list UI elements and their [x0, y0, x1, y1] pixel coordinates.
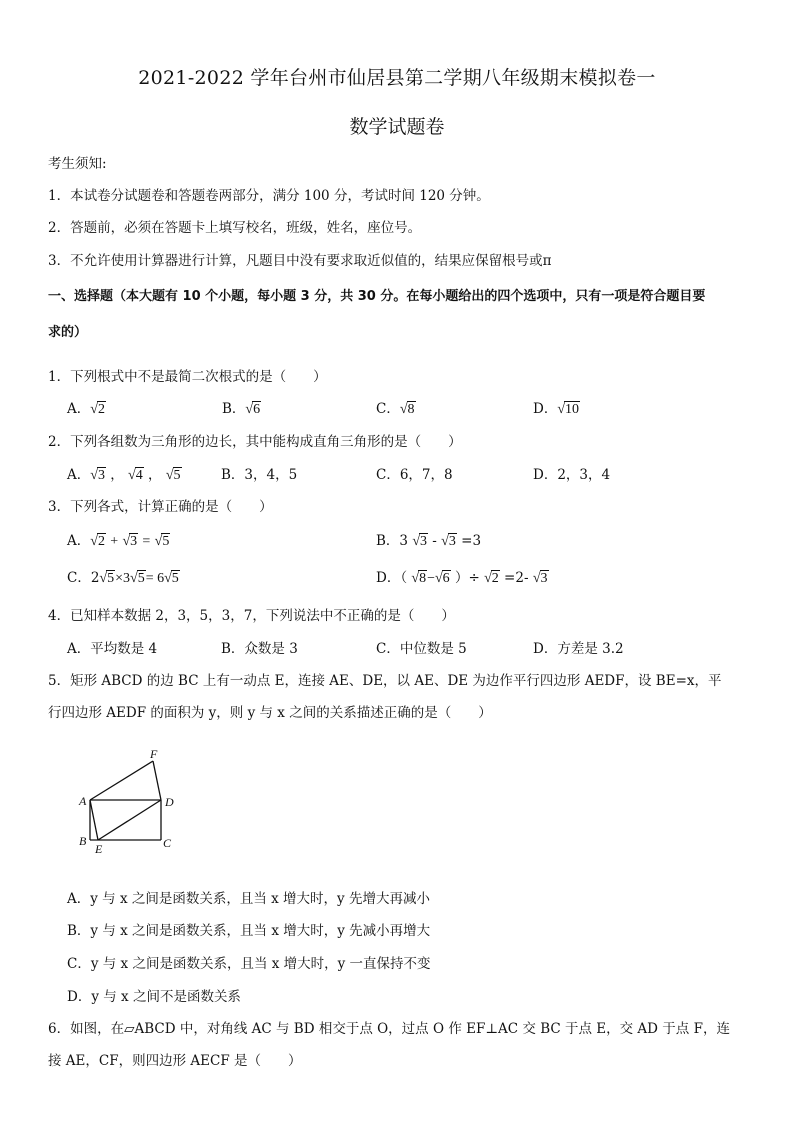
- q5-option-d: D．y 与 x 之间不是函数关系: [67, 989, 241, 1005]
- q1-stem: 1．下列根式中不是最简二次根式的是（ ）: [48, 369, 327, 385]
- option-label: A．: [67, 401, 91, 417]
- radical: √8: [411, 571, 427, 586]
- q4-option-d: D．方差是 3.2: [533, 641, 624, 657]
- q4-option-c: C．中位数是 5: [376, 641, 467, 657]
- radical: √3: [122, 534, 138, 549]
- q5-option-b: B．y 与 x 之间是函数关系，且当 x 增大时，y 先减小再增大: [67, 923, 431, 939]
- label-B: B: [79, 834, 87, 848]
- q1-option-d: [533, 397, 580, 418]
- q2-option-d: D．2，3，4: [533, 467, 611, 483]
- q5-stem-line1: 5．矩形 ABCD 的边 BC 上有一动点 E，连接 AE、DE，以 AE、DE 为边作平行四边形 AEDF，设 BE=x，平: [48, 673, 722, 689]
- notice-heading: 考生须知:: [48, 156, 107, 172]
- label-E: E: [95, 842, 103, 856]
- segment-AF: [90, 761, 153, 800]
- q1-option-b: [222, 397, 261, 418]
- q2-option-a: [67, 463, 182, 484]
- q2-option-c: C．6，7，8: [376, 467, 453, 483]
- radical: √5: [130, 571, 145, 586]
- option-label: B．3: [376, 533, 409, 549]
- q3-option-d: [376, 566, 549, 587]
- radical: √6: [434, 571, 450, 586]
- q6-stem-line1: 6．如图，在▱ABCD 中，对角线 AC 与 BD 相交于点 O，过点 O 作 EF⊥AC 交 BC 于点 E，交 AD 于点 F，连: [48, 1021, 730, 1037]
- segment-AE: [90, 800, 98, 840]
- label-D: D: [165, 795, 174, 809]
- q3-option-b: [376, 529, 481, 550]
- radical: √8: [399, 402, 415, 417]
- operator: ）÷: [454, 570, 480, 586]
- operator: ×3: [115, 571, 131, 586]
- segment-DE: [98, 800, 161, 840]
- label-A: A: [79, 794, 87, 808]
- result: =3: [461, 533, 482, 549]
- operator: -: [432, 533, 437, 549]
- radical: √2: [90, 534, 105, 549]
- radical: √3: [90, 468, 105, 483]
- radical: √4: [128, 468, 143, 483]
- radical: √5: [99, 571, 115, 586]
- option-label: D．（: [376, 570, 408, 586]
- option-label: C．2: [67, 570, 100, 586]
- page-subtitle: 数学试题卷: [349, 116, 445, 138]
- option-label: C．: [376, 401, 400, 417]
- operator: = 6: [145, 571, 165, 586]
- q1-option-a: [67, 397, 106, 418]
- notice-item-2: 2．答题前，必须在答题卡上填写校名，班级，姓名，座位号。: [48, 220, 422, 236]
- radical: √2: [90, 402, 105, 417]
- radical: √5: [154, 534, 170, 549]
- q4-option-b: B．众数是 3: [221, 641, 298, 657]
- radical: √3: [532, 571, 548, 586]
- separator: ，: [148, 467, 162, 483]
- q5-option-a: A．y 与 x 之间是函数关系，且当 x 增大时，y 先增大再减小: [67, 891, 430, 907]
- q4-stem: 4．已知样本数据 2，3，5，3，7，下列说法中不正确的是（ ）: [48, 608, 455, 624]
- option-label: A．: [67, 533, 91, 549]
- operator: =: [142, 534, 151, 549]
- section-heading-line2: 求的）: [48, 325, 88, 340]
- option-label: D．: [533, 401, 558, 417]
- notice-item-1: 1．本试卷分试题卷和答题卷两部分，满分 100 分，考试时间 120 分钟。: [48, 188, 490, 204]
- q5-option-c: C．y 与 x 之间是函数关系，且当 x 增大时，y 一直保持不变: [67, 956, 431, 972]
- radical: √2: [484, 571, 499, 586]
- operator: +: [110, 534, 119, 549]
- radical: √3: [412, 534, 427, 549]
- option-label: A．: [67, 467, 91, 483]
- q1-option-c: [376, 397, 416, 418]
- radical: √5: [164, 571, 179, 586]
- result: =2-: [504, 570, 529, 586]
- label-F: F: [150, 747, 158, 761]
- notice-item-3: 3．不允许使用计算器进行计算，凡题目中没有要求取近似值的，结果应保留根号或π: [48, 253, 552, 269]
- radical: √10: [557, 402, 580, 417]
- page-title: 2021-2022 学年台州市仙居县第二学期八年级期末模拟卷一: [138, 67, 656, 89]
- q3-option-a: [67, 529, 170, 550]
- radical: √6: [245, 402, 261, 417]
- q5-stem-line2: 行四边形 AEDF 的面积为 y，则 y 与 x 之间的关系描述正确的是（ ）: [48, 705, 492, 721]
- radical: √5: [165, 468, 181, 483]
- segment-DF: [153, 761, 161, 800]
- q4-option-a: A．平均数是 4: [67, 641, 158, 657]
- operator: −: [427, 571, 435, 586]
- section-heading-line1: 一、选择题（本大题有 10 个小题，每小题 3 分，共 30 分。在每小题给出的四个选项中，只有一项是符合题目要: [48, 289, 706, 304]
- label-C: C: [163, 836, 172, 850]
- radical: √3: [441, 534, 456, 549]
- q3-option-c: [67, 566, 180, 587]
- q3-stem: 3．下列各式，计算正确的是（ ）: [48, 499, 273, 515]
- q2-option-b: B．3，4，5: [221, 467, 298, 483]
- separator: ，: [110, 467, 124, 483]
- q5-figure: [70, 744, 190, 856]
- q6-stem-line2: 接 AE，CF，则四边形 AECF 是（ ）: [48, 1053, 302, 1069]
- q2-stem: 2．下列各组数为三角形的边长，其中能构成直角三角形的是（ ）: [48, 434, 462, 450]
- option-label: B．: [222, 401, 246, 417]
